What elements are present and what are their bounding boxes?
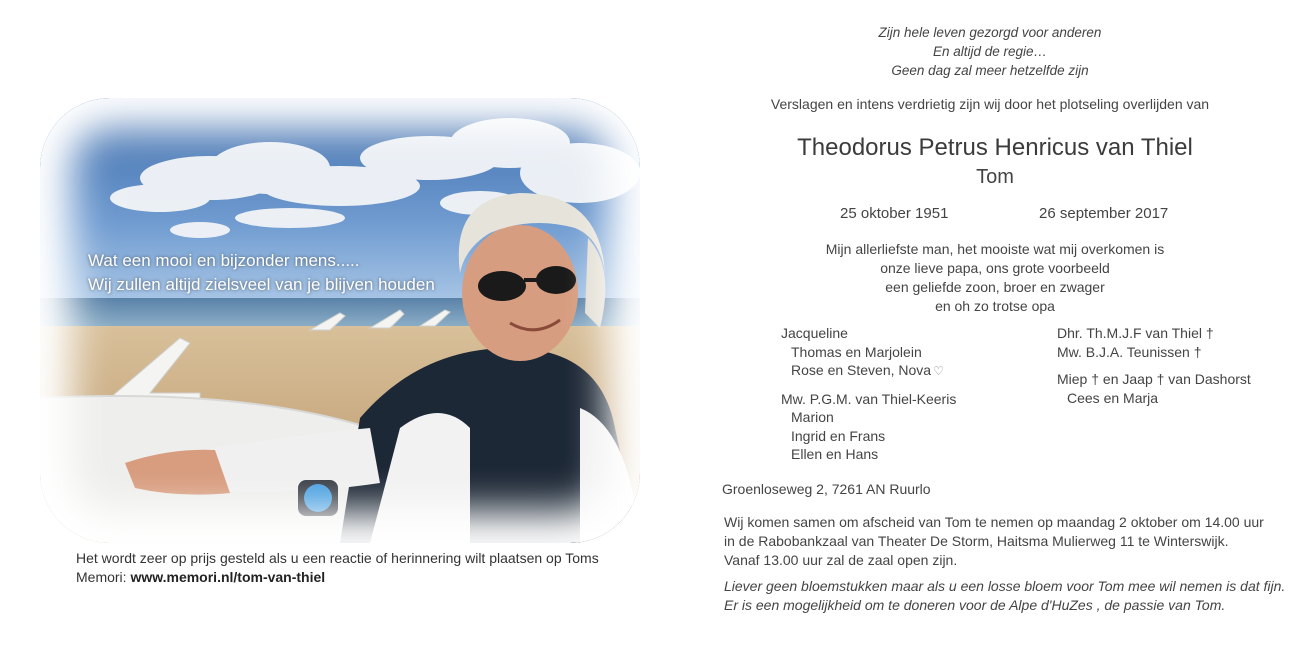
death-date: 26 september 2017 — [1039, 205, 1169, 222]
memori-text: Het wordt zeer op prijs gesteld als u een reactie of herinnering wilt plaatsen op Toms Memori: — [76, 550, 599, 585]
memori-notice — [76, 549, 616, 587]
memori-link[interactable]: www.memori.nl/tom-van-thiel — [130, 569, 326, 585]
family-sibling-2: Ingrid en Frans — [791, 427, 886, 444]
deceased-full-name: Theodorus Petrus Henricus van Thiel — [797, 134, 1193, 161]
poem-line-1: Zijn hele leven gezorgd voor anderen — [878, 25, 1102, 40]
family-list-left — [781, 324, 956, 464]
birth-date: 25 oktober 1951 — [840, 205, 949, 222]
verse-line-2: onze lieve papa, ons grote voorbeeld — [880, 260, 1110, 276]
flowers-line-1: Liever geen bloemstukken maar als u een losse bloem voor Tom mee wil nemen is dat fijn. — [724, 578, 1286, 594]
poem-line-3: Geen dag zal meer hetzelfde zijn — [891, 63, 1089, 78]
family-child-1: Thomas en Marjolein — [791, 343, 922, 360]
family-wife: Jacqueline — [781, 325, 848, 341]
poem — [690, 23, 1290, 80]
tribute-verse — [690, 240, 1299, 316]
service-line-3: Vanaf 13.00 uur zal de zaal open zijn. — [724, 552, 958, 568]
family-child-2: Rose en Steven, Nova — [791, 362, 932, 378]
photo-caption-line-1: Wat een mooi en bijzonder mens..... — [88, 251, 360, 270]
family-inlaw-mother: Mw. B.J.A. Teunissen † — [1057, 343, 1202, 360]
service-line-1: Wij komen samen om afscheid van Tom te nemen op maandag 2 oktober om 14.00 uur — [724, 514, 1264, 530]
family-sibling-1: Marion — [791, 409, 834, 425]
family-sibling-3: Ellen en Hans — [791, 446, 879, 462]
deceased-call-name: Tom — [976, 166, 1014, 188]
family-child-2-row — [781, 361, 956, 381]
service-line-2: in de Rabobankzaal van Theater De Storm, Haitsma Mulierweg 11 te Winterswijk. — [724, 533, 1229, 549]
family-father: Dhr. Th.M.J.F van Thiel † — [1057, 325, 1214, 341]
portrait-photo — [40, 98, 640, 543]
photo-caption-line-2: Wij zullen altijd zielsveel van je blijven houden — [88, 275, 435, 294]
announcement-intro: Verslagen en intens verdrietig zijn wij door het plotseling overlijden van — [770, 96, 1210, 112]
family-inlaws: Miep † en Jaap † van Dashorst — [1057, 371, 1251, 387]
home-address: Groenloseweg 2, 7261 AN Ruurlo — [722, 481, 931, 497]
flowers-note — [724, 577, 1294, 615]
flowers-line-2: Er is een mogelijkheid om te doneren voor de Alpe d'HuZes , de passie van Tom. — [724, 597, 1226, 613]
verse-line-4: en oh zo trotse opa — [935, 298, 1055, 314]
family-list-right — [1057, 324, 1251, 407]
poem-line-2: En altijd de regie… — [932, 44, 1048, 59]
family-inlaw-children: Cees en Marja — [1067, 389, 1159, 406]
verse-line-3: een geliefde zoon, broer en zwager — [885, 279, 1105, 295]
heart-icon: ♡ — [933, 364, 944, 378]
service-details — [724, 513, 1294, 570]
family-mother: Mw. P.G.M. van Thiel-Keeris — [781, 390, 957, 407]
verse-line-1: Mijn allerliefste man, het mooiste wat mij overkomen is — [825, 241, 1165, 257]
